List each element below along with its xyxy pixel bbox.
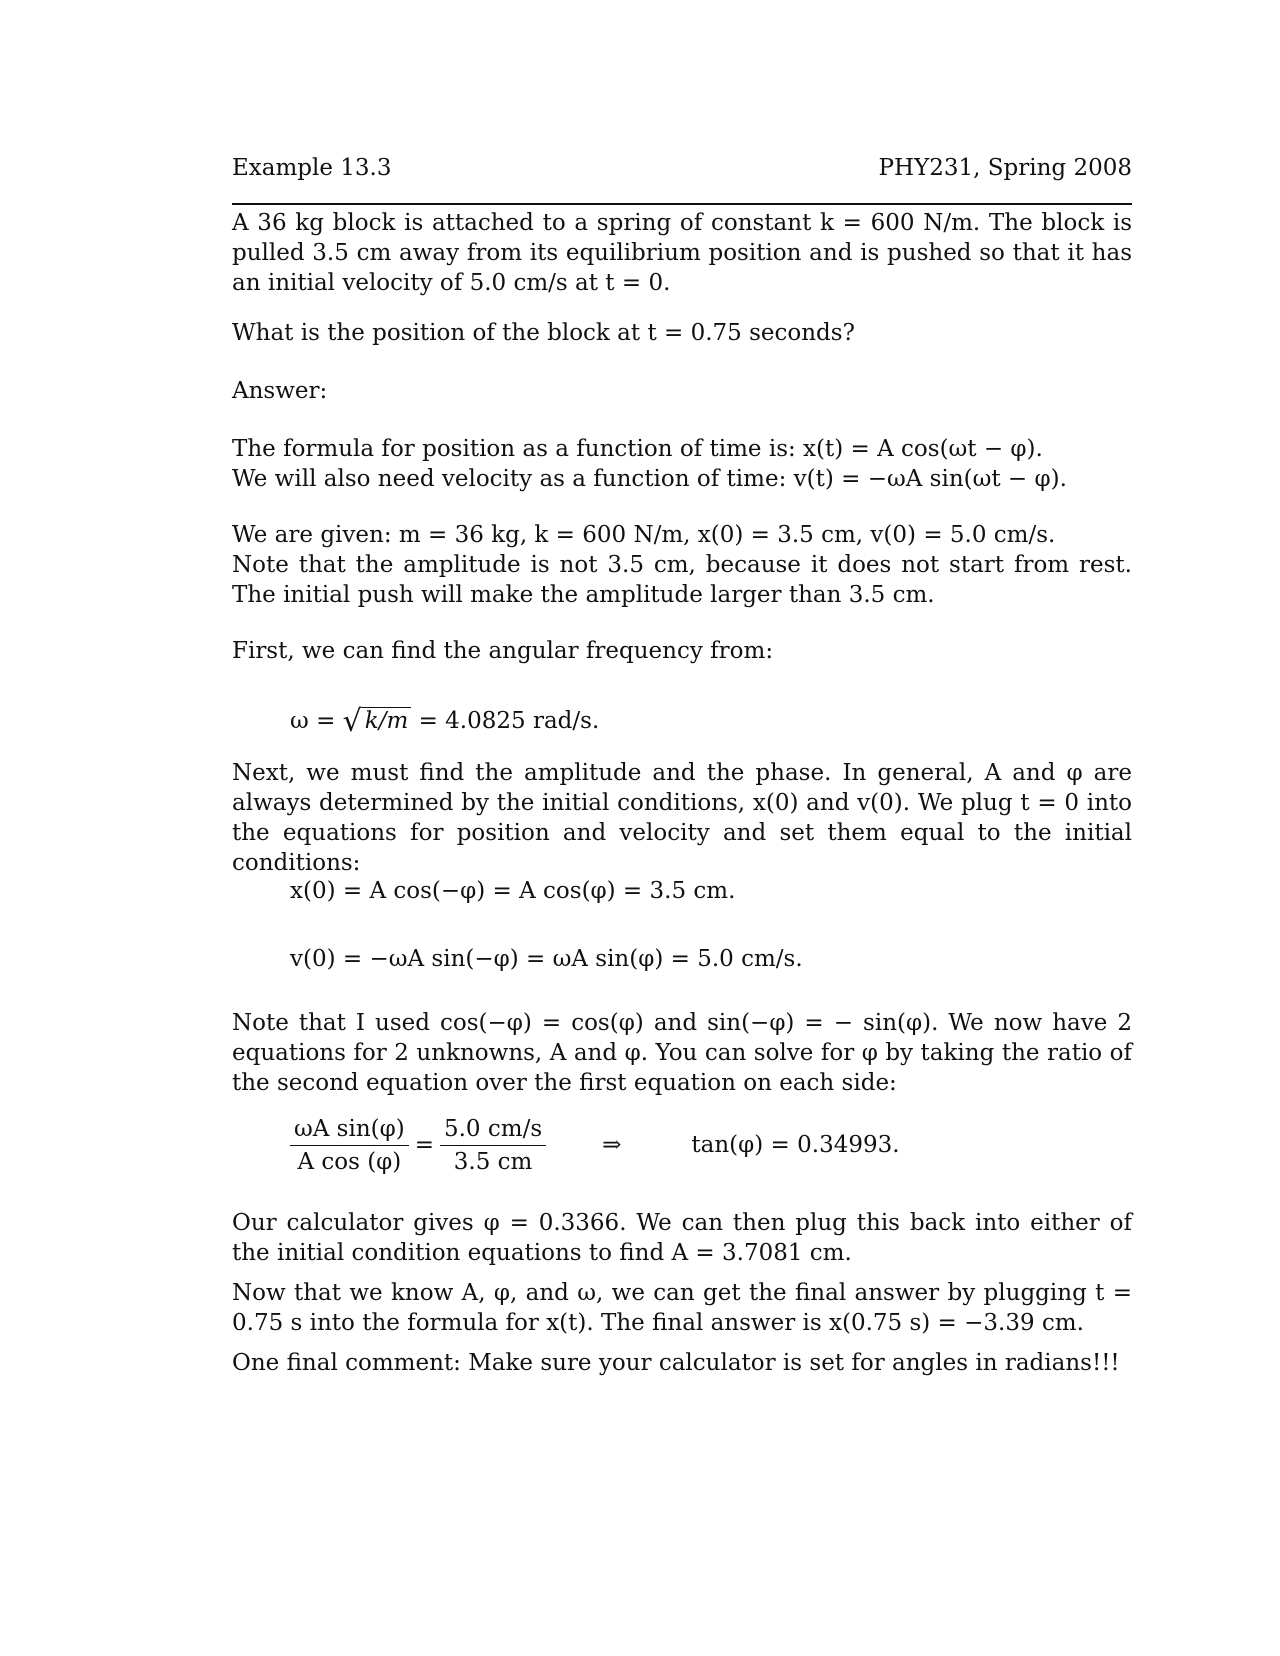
v0-equation: v(0) = −ωA sin(−φ) = ωA sin(φ) = 5.0 cm/s.	[290, 946, 803, 972]
ratio-intro	[232, 1008, 1132, 1098]
fraction-right	[440, 1116, 546, 1175]
fraction-right-numerator: 5.0 cm/s	[440, 1116, 546, 1146]
implies-arrow-icon: ⇒	[602, 1132, 622, 1158]
final-answer-text: Now that we know A, φ, and ω, we can get the final answer by plugging t = 0.75 s into the formula for x(t). The final answer is x(0.75 s) = −3.39 cm.	[232, 1280, 1132, 1336]
given-section	[232, 520, 1132, 610]
position-formula: The formula for position as a function of time is: x(t) = A cos(ωt − φ).	[232, 436, 1043, 462]
answer-label	[232, 376, 1132, 406]
omega-lhs: ω =	[290, 708, 343, 734]
final-answer	[232, 1278, 1132, 1338]
final-comment-text: One final comment: Make sure your calculator is set for angles in radians!!!	[232, 1350, 1120, 1376]
amplitude-intro	[232, 758, 1132, 878]
sqrt-expression	[343, 706, 412, 737]
tan-result: tan(φ) = 0.34993.	[691, 1132, 900, 1158]
sqrt-radicand: k/m	[362, 707, 412, 734]
answer-label-text: Answer:	[232, 378, 328, 404]
given-values: We are given: m = 36 kg, k = 600 N/m, x(0) = 3.5 cm, v(0) = 5.0 cm/s.	[232, 522, 1056, 548]
course-label: PHY231, Spring 2008	[878, 155, 1132, 181]
header-rule	[232, 203, 1132, 205]
velocity-formula: We will also need velocity as a function of time: v(t) = −ωA sin(ωt − φ).	[232, 466, 1067, 492]
example-title: Example 13.3	[232, 155, 392, 181]
calc-result	[232, 1208, 1132, 1268]
calc-result-text: Our calculator gives φ = 0.3366. We can then plug this back into either of the initial condition equations to find A = 3.7081 cm.	[232, 1210, 1132, 1266]
fraction-left-numerator: ωA sin(φ)	[290, 1116, 409, 1146]
question-text: What is the position of the block at t = 0.75 seconds?	[232, 320, 855, 346]
final-comment	[232, 1348, 1132, 1378]
problem-text: A 36 kg block is attached to a spring of constant k = 600 N/m. The block is pulled 3.5 cm away from its equilibrium position and is pushed so that it has an initial velocity of 5.0 cm/s at t = 0.	[232, 210, 1132, 296]
question	[232, 318, 1132, 348]
page-header	[232, 150, 1132, 186]
x0-equation: x(0) = A cos(−φ) = A cos(φ) = 3.5 cm.	[290, 878, 736, 904]
sqrt-sign: √	[342, 704, 362, 739]
omega-rhs: = 4.0825 rad/s.	[411, 708, 600, 734]
angular-intro	[232, 636, 1132, 666]
ratio-equation	[284, 1110, 900, 1180]
problem-statement	[232, 208, 1132, 298]
ratio-equals: =	[414, 1132, 434, 1158]
fraction-right-denominator: 3.5 cm	[453, 1148, 533, 1175]
formula-section	[232, 434, 1132, 494]
angular-intro-text: First, we can find the angular frequency from:	[232, 638, 774, 664]
fraction-left-denominator: A cos (φ)	[297, 1148, 402, 1175]
amplitude-note: Note that the amplitude is not 3.5 cm, because it does not start from rest. The initial push will make the amplitude larger than 3.5 cm.	[232, 552, 1132, 608]
omega-equation	[290, 706, 599, 737]
amplitude-intro-text: Next, we must find the amplitude and the phase. In general, A and φ are always determined by the initial conditions, x(0) and v(0). We plug t = 0 into the equations for position and velocity and set them equal to the initial conditions:	[232, 760, 1132, 876]
fraction-left	[290, 1116, 409, 1175]
ratio-intro-text: Note that I used cos(−φ) = cos(φ) and sin(−φ) = − sin(φ). We now have 2 equations for 2 unknowns, A and φ. You can solve for φ by taking the ratio of the second equation over the first equation on each side:	[232, 1010, 1132, 1096]
